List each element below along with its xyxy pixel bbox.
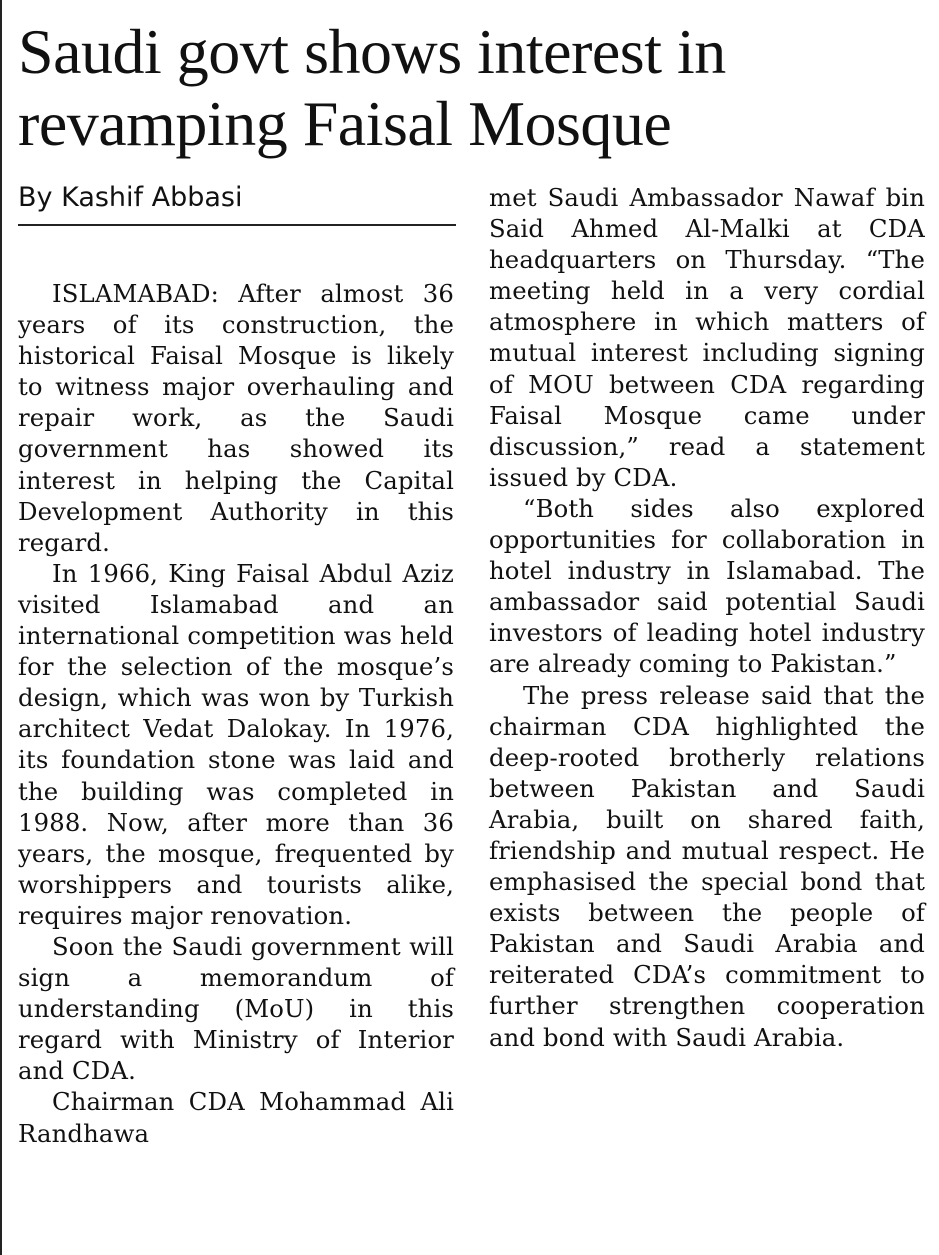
- paragraph-hotel-industry: “Both sides also explored opportunities for collaboration in hotel industry in Islamabad. The ambassador said potential Saudi investors of leading hotel industry are already coming to Pakistan.”: [489, 493, 925, 679]
- paragraph-history: In 1966, King Faisal Abdul Aziz visited Islamabad and an international competition was held for the selection of the mosque’s design, which was won by Turkish architect Vedat Dalokay. In 1976, its foundation stone was laid and the building was completed in 1988. Now, after more than 36 years, the mosque, frequented by worshippers and tourists alike, requires major renovation.: [18, 558, 454, 930]
- paragraph-chairman: Chairman CDA Mohammad Ali Randhawa: [18, 1087, 454, 1148]
- left-column: [18, 278, 454, 1149]
- paragraph-press-release: The press release said that the chairman CDA highlighted the deep-rooted brotherly relations between Pakistan and Saudi Arabia, built on shared faith, friendship and mutual respect. He emphasised the special bond that exists between the people of Pakistan and Saudi Arabia and reiterated CDA’s commitment to further strengthen cooperation and bond with Saudi Arabia.: [489, 680, 925, 1052]
- paragraph-islamabad-intro: ISLAMABAD: After almost 36 years of its construction, the historical Faisal Mosque is likely to witness major overhauling and repair work, as the Saudi government has showed its interest in helping the Capital Development Authority in this regard.: [18, 279, 454, 557]
- headline: Saudi govt shows interest in revamping Faisal Mosque: [18, 16, 726, 159]
- paragraph-mou: Soon the Saudi government will sign a memorandum of understanding (MoU) in this regard with Ministry of Interior and CDA.: [18, 931, 454, 1086]
- byline: By Kashif Abbasi: [18, 180, 456, 226]
- paragraph-meeting: met Saudi Ambassador Nawaf bin Said Ahmed Al-Malki at CDA headquarters on Thursday. “The meeting held in a very cordial atmosphere in which matters of mutual interest including signing of MOU between CDA regarding Faisal Mosque came under discussion,” read a statement issued by CDA.: [489, 183, 925, 492]
- right-column: [489, 182, 925, 1053]
